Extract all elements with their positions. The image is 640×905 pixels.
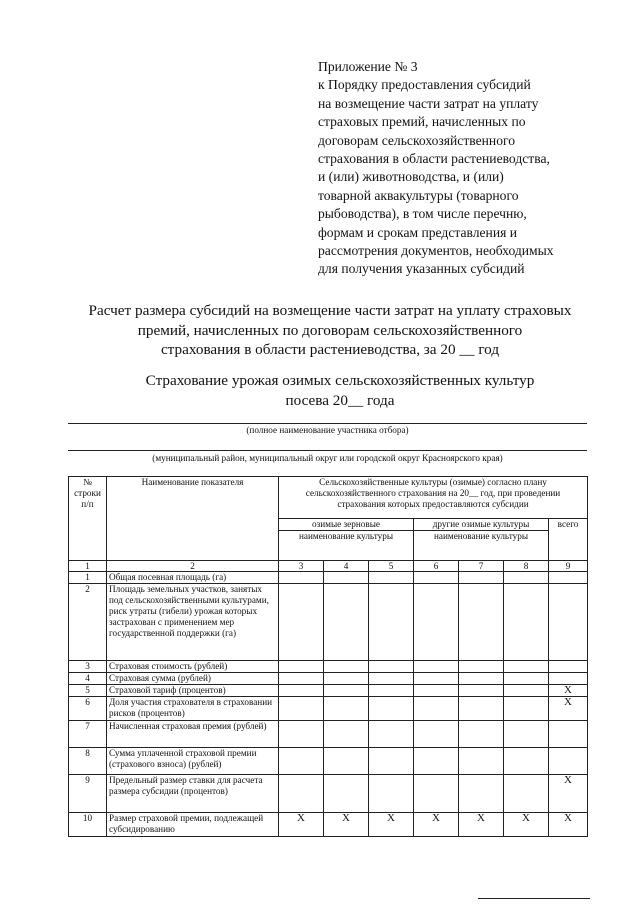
row-cell — [279, 572, 324, 584]
annex-line: и (или) животноводства, и (или) — [318, 169, 504, 185]
header-crop-name-2: наименование культуры — [414, 531, 549, 561]
subtitle-line: посева 20__ года — [285, 391, 395, 409]
row-cell — [369, 661, 414, 673]
row-cell: X — [279, 813, 324, 837]
row-cell — [504, 584, 549, 661]
row-cell — [324, 685, 369, 697]
row-cell — [504, 775, 549, 813]
row-cell: X — [549, 685, 588, 697]
table-row — [69, 661, 588, 673]
row-cell — [549, 584, 588, 661]
row-cell — [324, 697, 369, 721]
row-indicator-name: Общая посевная площадь (га) — [107, 572, 279, 584]
row-cell — [279, 685, 324, 697]
column-number: 9 — [549, 561, 588, 572]
table-row — [69, 685, 588, 697]
row-cell — [279, 748, 324, 775]
annex-reference-block — [318, 58, 618, 279]
header-crops: Сельскохозяйственные культуры (озимые) согласно плану сельскохозяйственного страхования на 20__ год, при проведении страхования которых предоставляются субсидии — [279, 477, 588, 519]
annex-line: для получения указанных субсидий — [318, 261, 525, 277]
row-cell: X — [549, 813, 588, 837]
column-number: 6 — [414, 561, 459, 572]
column-number: 3 — [279, 561, 324, 572]
row-number: 7 — [69, 721, 107, 748]
row-cell — [459, 775, 504, 813]
row-cell — [414, 697, 459, 721]
table-row — [69, 813, 588, 837]
row-cell — [414, 661, 459, 673]
table-row — [69, 572, 588, 584]
row-indicator-name: Начисленная страховая премия (рублей) — [107, 721, 279, 748]
subtitle-line: Страхование урожая озимых сельскохозяйственных культур — [145, 372, 535, 389]
row-number: 1 — [69, 572, 107, 584]
row-cell — [279, 721, 324, 748]
row-indicator-name: Страховой тариф (процентов) — [107, 685, 279, 697]
row-number: 3 — [69, 661, 107, 673]
table-row — [69, 748, 588, 775]
row-cell — [369, 721, 414, 748]
column-number: 4 — [324, 561, 369, 572]
annex-line: рыбоводства), в том числе перечню, — [318, 206, 527, 222]
column-number: 7 — [459, 561, 504, 572]
row-indicator-name: Предельный размер ставки для расчета размера субсидии (процентов) — [107, 775, 279, 813]
row-cell — [324, 673, 369, 685]
column-number: 8 — [504, 561, 549, 572]
participant-name-line — [68, 423, 587, 424]
row-cell — [549, 572, 588, 584]
row-number: 10 — [69, 813, 107, 837]
row-cell — [414, 721, 459, 748]
row-cell: X — [549, 697, 588, 721]
row-cell — [414, 685, 459, 697]
row-cell — [504, 673, 549, 685]
district-caption: (муниципальный район, муниципальный округ или городской округ Красноярского края) — [152, 453, 503, 463]
row-indicator-name: Страховая стоимость (рублей) — [107, 661, 279, 673]
row-cell — [369, 697, 414, 721]
row-cell — [549, 721, 588, 748]
row-cell — [279, 673, 324, 685]
table-row — [69, 584, 588, 661]
page-footer-line — [478, 898, 590, 899]
row-number: 5 — [69, 685, 107, 697]
row-number: 4 — [69, 673, 107, 685]
row-number: 9 — [69, 775, 107, 813]
header-total: всего — [549, 519, 588, 561]
title-line: премий, начисленных по договорам сельскохозяйственного — [137, 321, 523, 339]
table-row — [69, 697, 588, 721]
row-cell — [324, 775, 369, 813]
row-cell — [504, 572, 549, 584]
annex-line: к Порядку предоставления субсидий — [318, 77, 531, 93]
annex-line: страховых премий, начисленных по — [318, 114, 526, 130]
column-number: 5 — [369, 561, 414, 572]
row-cell — [459, 685, 504, 697]
row-cell — [279, 584, 324, 661]
row-cell — [414, 775, 459, 813]
row-cell — [324, 748, 369, 775]
row-cell — [549, 661, 588, 673]
row-cell — [369, 685, 414, 697]
participant-caption: (полное наименование участника отбора) — [246, 425, 409, 435]
row-cell — [279, 775, 324, 813]
row-cell: X — [504, 813, 549, 837]
annex-line: рассмотрения документов, необходимых — [318, 243, 554, 259]
row-cell — [279, 697, 324, 721]
row-cell: X — [324, 813, 369, 837]
row-cell — [414, 584, 459, 661]
row-cell — [459, 584, 504, 661]
table-row — [69, 721, 588, 748]
row-cell — [459, 748, 504, 775]
document-title — [60, 301, 600, 360]
row-number: 2 — [69, 584, 107, 661]
document-subtitle — [80, 371, 600, 410]
row-cell — [324, 584, 369, 661]
row-cell — [504, 748, 549, 775]
annex-line: договорам сельскохозяйственного — [318, 132, 516, 148]
row-cell: X — [414, 813, 459, 837]
annex-line: страхования в области растениеводства, — [318, 151, 550, 167]
row-indicator-name: Размер страховой премии, подлежащей субсидированию — [107, 813, 279, 837]
row-cell — [549, 748, 588, 775]
row-cell — [459, 697, 504, 721]
annex-line: на возмещение части затрат на уплату — [318, 95, 539, 111]
row-cell — [369, 572, 414, 584]
row-indicator-name: Страховая сумма (рублей) — [107, 673, 279, 685]
row-cell — [369, 584, 414, 661]
subsidy-calculation-table — [68, 476, 588, 837]
table-row — [69, 673, 588, 685]
column-number: 2 — [107, 561, 279, 572]
row-number: 6 — [69, 697, 107, 721]
row-cell: X — [369, 813, 414, 837]
row-cell — [279, 661, 324, 673]
annex-line: Приложение № 3 — [318, 59, 418, 74]
row-cell — [369, 748, 414, 775]
row-cell: X — [549, 775, 588, 813]
row-cell — [504, 685, 549, 697]
title-line: страхования в области растениеводства, за 20 __ год — [160, 341, 500, 358]
row-indicator-name: Доля участия страхователя в страховании рисков (процентов) — [107, 697, 279, 721]
row-indicator-name: Площадь земельных участков, занятых под сельскохозяйственными культурами, риск утраты (гибели) урожая которых застрахован с применением мер государственной поддержки (га) — [107, 584, 279, 661]
row-cell — [324, 721, 369, 748]
table-row — [69, 775, 588, 813]
row-indicator-name: Сумма уплаченной страховой премии (страхового взноса) (рублей) — [107, 748, 279, 775]
title-line: Расчет размера субсидий на возмещение части затрат на уплату страховых — [88, 302, 572, 319]
header-row — [69, 477, 588, 519]
district-name-line — [68, 450, 587, 451]
header-winter-grain: озимые зерновые — [279, 519, 414, 531]
row-cell — [414, 572, 459, 584]
row-cell — [504, 697, 549, 721]
row-cell — [414, 748, 459, 775]
row-cell — [414, 673, 459, 685]
row-cell — [459, 661, 504, 673]
row-cell — [504, 721, 549, 748]
row-cell — [459, 673, 504, 685]
row-cell — [369, 775, 414, 813]
row-number: 8 — [69, 748, 107, 775]
annex-line: товарной аквакультуры (товарного — [318, 187, 519, 203]
header-row-no: № строки п/п — [69, 477, 107, 561]
row-cell — [324, 661, 369, 673]
row-cell — [459, 721, 504, 748]
row-cell — [324, 572, 369, 584]
row-cell — [369, 673, 414, 685]
row-cell: X — [459, 813, 504, 837]
row-cell — [459, 572, 504, 584]
header-indicator: Наименование показателя — [107, 477, 279, 561]
row-cell — [504, 661, 549, 673]
column-number: 1 — [69, 561, 107, 572]
header-other-winter: другие озимые культуры — [414, 519, 549, 531]
row-cell — [549, 673, 588, 685]
annex-line: формам и срокам представления и — [318, 224, 518, 240]
header-crop-name-1: наименование культуры — [279, 531, 414, 561]
column-number-row — [69, 561, 588, 572]
